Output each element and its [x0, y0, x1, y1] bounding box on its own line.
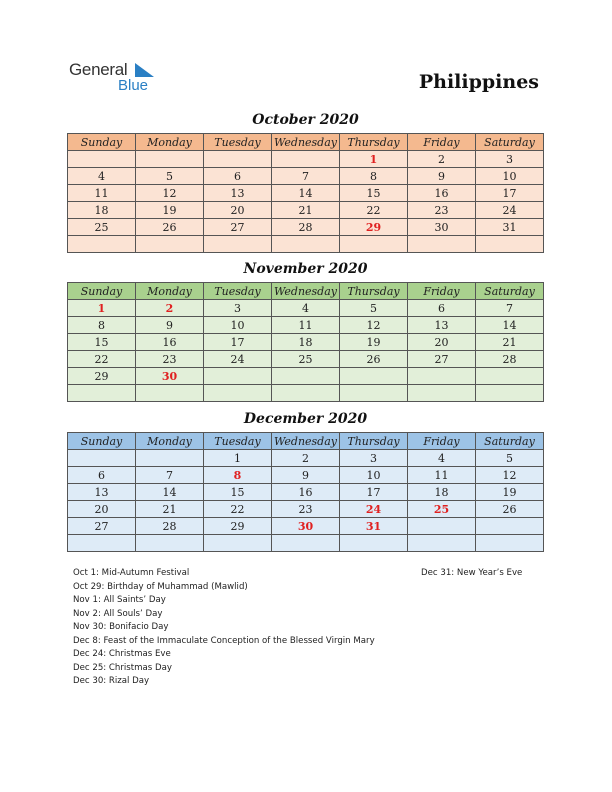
day-cell: [476, 385, 544, 402]
holiday-note: Dec 25: Christmas Day: [73, 662, 172, 673]
day-cell: 19: [476, 484, 544, 501]
day-cell: 9: [408, 168, 476, 185]
day-cell: 17: [340, 484, 408, 501]
week-row: [68, 535, 544, 552]
holiday-note: Dec 31: New Year’s Eve: [421, 568, 523, 578]
day-cell: 22: [204, 501, 272, 518]
weekday-header: Wednesday: [272, 134, 340, 151]
calendar-october: [67, 133, 544, 253]
day-cell: 9: [136, 317, 204, 334]
day-cell: 30: [272, 518, 340, 535]
day-cell: 26: [340, 351, 408, 368]
day-cell: 20: [408, 334, 476, 351]
day-cell: 21: [476, 334, 544, 351]
day-cell: [272, 535, 340, 552]
week-row: [68, 368, 544, 385]
day-cell: 14: [272, 185, 340, 202]
day-cell: 25: [408, 501, 476, 518]
day-cell: 12: [136, 185, 204, 202]
weekday-header: Tuesday: [204, 134, 272, 151]
weekday-header: Monday: [136, 433, 204, 450]
day-cell: [68, 236, 136, 253]
weekday-header: Friday: [408, 433, 476, 450]
weekday-header: Friday: [408, 134, 476, 151]
weekday-header: Friday: [408, 283, 476, 300]
weekday-header: Sunday: [68, 283, 136, 300]
weekday-header: Tuesday: [204, 433, 272, 450]
week-row: [68, 351, 544, 368]
day-cell: 26: [136, 219, 204, 236]
day-cell: [204, 236, 272, 253]
week-row: [68, 501, 544, 518]
day-cell: [272, 368, 340, 385]
weekday-header: Thursday: [340, 134, 408, 151]
day-cell: 21: [272, 202, 340, 219]
day-cell: [136, 236, 204, 253]
weekday-header: Saturday: [476, 283, 544, 300]
day-cell: [136, 385, 204, 402]
day-cell: 7: [476, 300, 544, 317]
month-title-november: November 2020: [243, 261, 368, 277]
day-cell: [408, 236, 476, 253]
day-cell: 4: [68, 168, 136, 185]
day-cell: 23: [272, 501, 340, 518]
day-cell: 17: [476, 185, 544, 202]
day-cell: 31: [476, 219, 544, 236]
day-cell: 2: [136, 300, 204, 317]
day-cell: 8: [204, 467, 272, 484]
day-cell: 30: [408, 219, 476, 236]
day-cell: 3: [340, 450, 408, 467]
week-row: [68, 300, 544, 317]
day-cell: 11: [68, 185, 136, 202]
day-cell: 13: [68, 484, 136, 501]
day-cell: 15: [340, 185, 408, 202]
day-cell: [476, 535, 544, 552]
calendar-december: [67, 432, 544, 552]
day-cell: 10: [204, 317, 272, 334]
day-cell: 1: [204, 450, 272, 467]
day-cell: [68, 385, 136, 402]
day-cell: 27: [408, 351, 476, 368]
day-cell: 10: [340, 467, 408, 484]
week-row: [68, 236, 544, 253]
week-row: [68, 484, 544, 501]
day-cell: 24: [340, 501, 408, 518]
day-cell: 16: [408, 185, 476, 202]
day-cell: [68, 151, 136, 168]
holiday-note: Dec 8: Feast of the Immaculate Conception of the Blessed Virgin Mary: [73, 635, 375, 646]
weekday-header-row: [68, 283, 544, 300]
weekday-header: Thursday: [340, 283, 408, 300]
day-cell: [204, 151, 272, 168]
day-cell: [136, 151, 204, 168]
week-row: [68, 219, 544, 236]
day-cell: 19: [136, 202, 204, 219]
holiday-note: Nov 1: All Saints’ Day: [73, 595, 166, 605]
holiday-note: Oct 1: Mid-Autumn Festival: [73, 568, 190, 578]
day-cell: 5: [340, 300, 408, 317]
day-cell: 16: [272, 484, 340, 501]
day-cell: 7: [272, 168, 340, 185]
day-cell: 5: [476, 450, 544, 467]
day-cell: 25: [68, 219, 136, 236]
day-cell: 31: [340, 518, 408, 535]
weekday-header: Saturday: [476, 134, 544, 151]
week-row: [68, 467, 544, 484]
day-cell: 1: [68, 300, 136, 317]
day-cell: [204, 535, 272, 552]
day-cell: [136, 535, 204, 552]
day-cell: [272, 151, 340, 168]
day-cell: [476, 518, 544, 535]
day-cell: 25: [272, 351, 340, 368]
day-cell: 17: [204, 334, 272, 351]
weekday-header: Wednesday: [272, 283, 340, 300]
day-cell: 23: [136, 351, 204, 368]
day-cell: 12: [340, 317, 408, 334]
holiday-note: Nov 2: All Souls’ Day: [73, 608, 163, 619]
day-cell: 29: [68, 368, 136, 385]
day-cell: 22: [340, 202, 408, 219]
calendar-november: [67, 282, 544, 402]
day-cell: 29: [340, 219, 408, 236]
day-cell: 6: [68, 467, 136, 484]
day-cell: 18: [68, 202, 136, 219]
day-cell: [68, 535, 136, 552]
day-cell: 2: [272, 450, 340, 467]
day-cell: 23: [408, 202, 476, 219]
day-cell: 14: [476, 317, 544, 334]
logo-blue-text: Blue: [118, 77, 149, 94]
day-cell: [272, 236, 340, 253]
day-cell: 20: [68, 501, 136, 518]
day-cell: 24: [476, 202, 544, 219]
day-cell: 26: [476, 501, 544, 518]
day-cell: 3: [476, 151, 544, 168]
holiday-note: Dec 24: Christmas Eve: [73, 649, 171, 659]
week-row: [68, 202, 544, 219]
day-cell: 14: [136, 484, 204, 501]
weekday-header: Tuesday: [204, 283, 272, 300]
day-cell: 18: [408, 484, 476, 501]
month-title-december: December 2020: [243, 411, 368, 427]
day-cell: 28: [136, 518, 204, 535]
weekday-header: Sunday: [68, 134, 136, 151]
day-cell: [204, 385, 272, 402]
day-cell: [408, 368, 476, 385]
weekday-header: Saturday: [476, 433, 544, 450]
logo-triangle-icon: [135, 63, 154, 77]
holiday-note: Oct 29: Birthday of Muhammad (Mawlid): [73, 581, 248, 592]
day-cell: [340, 535, 408, 552]
day-cell: [340, 385, 408, 402]
day-cell: 16: [136, 334, 204, 351]
day-cell: 15: [204, 484, 272, 501]
weekday-header-row: [68, 433, 544, 450]
day-cell: 13: [408, 317, 476, 334]
day-cell: [340, 236, 408, 253]
day-cell: 20: [204, 202, 272, 219]
day-cell: [136, 450, 204, 467]
country-title: Philippines: [418, 71, 539, 93]
day-cell: 27: [204, 219, 272, 236]
day-cell: 28: [272, 219, 340, 236]
day-cell: [408, 385, 476, 402]
weekday-header: Wednesday: [272, 433, 340, 450]
day-cell: 30: [136, 368, 204, 385]
week-row: [68, 185, 544, 202]
holiday-notes-left: [73, 567, 375, 689]
day-cell: 27: [68, 518, 136, 535]
day-cell: 21: [136, 501, 204, 518]
week-row: [68, 385, 544, 402]
day-cell: 3: [204, 300, 272, 317]
day-cell: [476, 368, 544, 385]
day-cell: 11: [272, 317, 340, 334]
day-cell: [272, 385, 340, 402]
day-cell: 12: [476, 467, 544, 484]
holiday-note: Dec 30: Rizal Day: [73, 676, 150, 686]
day-cell: 10: [476, 168, 544, 185]
week-row: [68, 450, 544, 467]
day-cell: [408, 535, 476, 552]
logo-general-text: General: [69, 60, 128, 79]
day-cell: 6: [408, 300, 476, 317]
day-cell: 7: [136, 467, 204, 484]
day-cell: [476, 236, 544, 253]
general-blue-logo: [69, 60, 169, 96]
day-cell: 18: [272, 334, 340, 351]
holiday-note: Nov 30: Bonifacio Day: [73, 622, 169, 632]
day-cell: 1: [340, 151, 408, 168]
day-cell: 8: [340, 168, 408, 185]
day-cell: [204, 368, 272, 385]
day-cell: 4: [272, 300, 340, 317]
day-cell: 13: [204, 185, 272, 202]
day-cell: 15: [68, 334, 136, 351]
day-cell: 29: [204, 518, 272, 535]
day-cell: 5: [136, 168, 204, 185]
weekday-header: Sunday: [68, 433, 136, 450]
day-cell: 4: [408, 450, 476, 467]
month-title-october: October 2020: [252, 112, 359, 128]
day-cell: 28: [476, 351, 544, 368]
week-row: [68, 151, 544, 168]
week-row: [68, 317, 544, 334]
day-cell: 11: [408, 467, 476, 484]
day-cell: 2: [408, 151, 476, 168]
day-cell: 8: [68, 317, 136, 334]
day-cell: 19: [340, 334, 408, 351]
day-cell: [340, 368, 408, 385]
week-row: [68, 168, 544, 185]
day-cell: 24: [204, 351, 272, 368]
day-cell: 22: [68, 351, 136, 368]
day-cell: 9: [272, 467, 340, 484]
weekday-header: Thursday: [340, 433, 408, 450]
weekday-header: Monday: [136, 134, 204, 151]
week-row: [68, 334, 544, 351]
day-cell: [408, 518, 476, 535]
week-row: [68, 518, 544, 535]
weekday-header: Monday: [136, 283, 204, 300]
day-cell: 6: [204, 168, 272, 185]
weekday-header-row: [68, 134, 544, 151]
day-cell: [68, 450, 136, 467]
holiday-notes-right: [421, 567, 522, 581]
